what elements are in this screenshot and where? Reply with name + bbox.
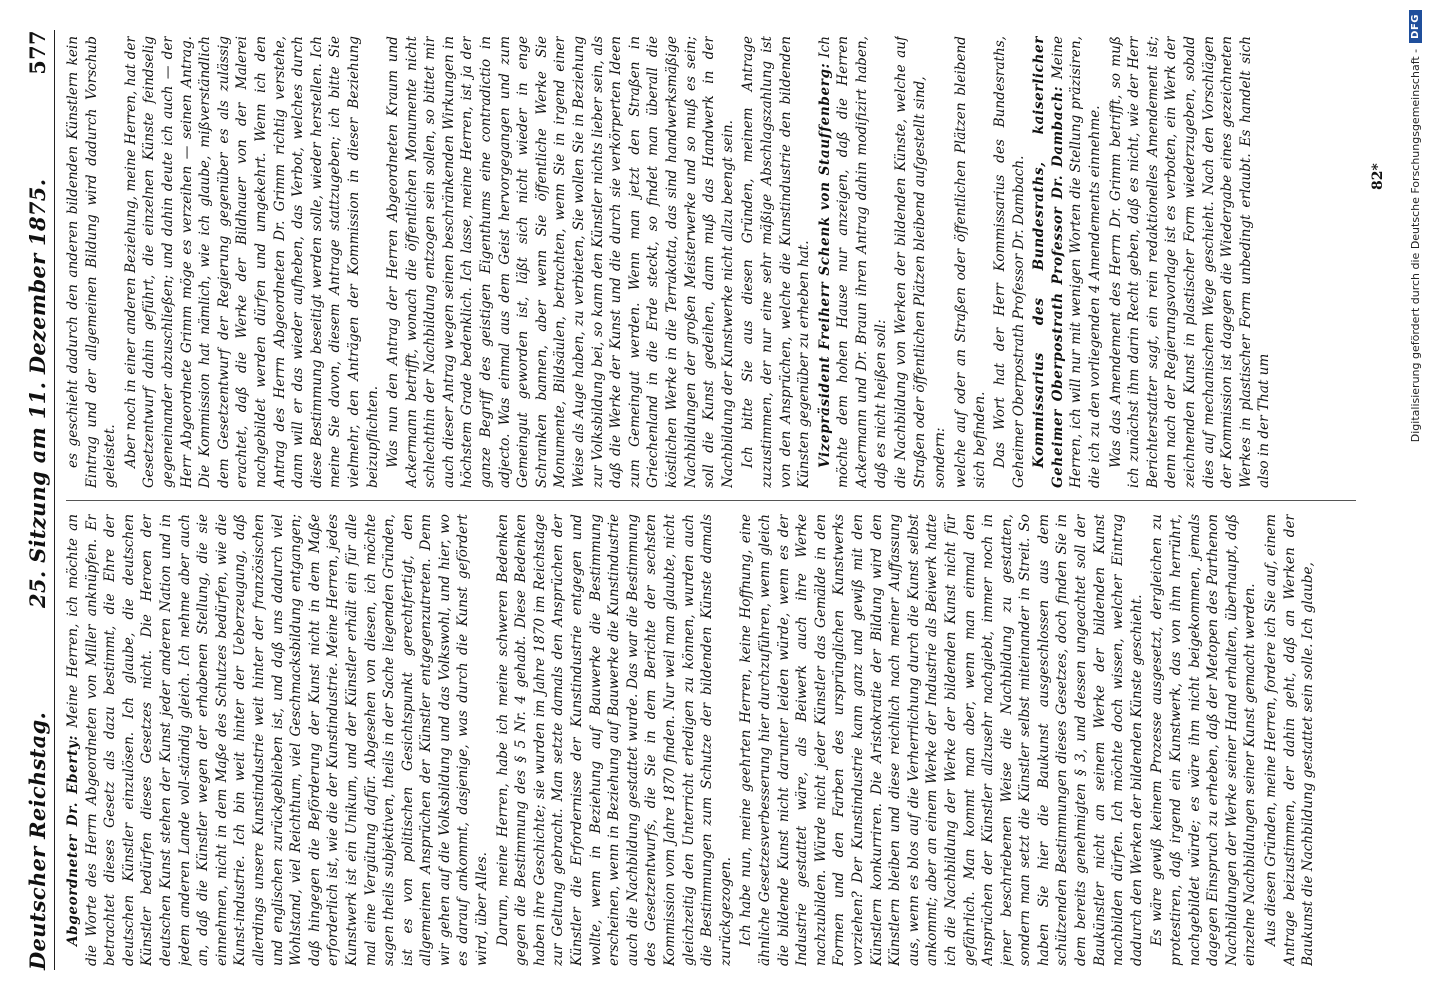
paragraph <box>1148 514 1260 966</box>
paragraph-text: Ich bitte Sie aus diesen Gründen, meinem Antrage zuzustimmen, der nur eine sehr mäßige Abschlagszahlung ist von den Ansprüchen, welche die Kunstindustrie den bildenden Künsten gegenüber zu erheben hat. <box>740 36 813 488</box>
paragraph <box>64 514 492 966</box>
paragraph-text: Was das Amendement des Herrn Dr. Grimm betrifft, so muß ich zunächst ihm darin Recht geben, daß es nicht, wie der Herr Berichterstatter sagt, ein rein redaktionelles Amendement ist; denn nach der Regierungsvorlage ist es verboten, ein Werk der zeichnenden Kunst in plastischer Form wiederzugeben, sobald dies auf mechanischem Wege geschieht. Nach den Vorschlägen der Kommission ist dagegen die Wiedergabe eines gezeichneten Werkes in plastischer Form unbedingt erlaubt. Es handelt sich also in der That um <box>1107 36 1273 488</box>
paragraph-text: sondern: <box>932 427 949 488</box>
page-number: 577 <box>24 30 50 75</box>
speaker-name: Abgeordneter Dr. Eberty: <box>65 734 81 946</box>
paragraph-text: Ich habe nun, meine geehrten Herren, keine Hoffnung, eine ähnliche Gesetzesverbesserung hier durchzuführen, wenn gleich die bildende Kunst nicht darunter leiden würde, wenn es der Industrie gestattet wäre, als Beiwerk auch ihre Werke nachzubilden. Würde nicht jeder Künstler das Gemälde in den Formen und den Farben des ursprünglichen Kunstwerks vorziehen? Der Kunstindustrie kann ganz und gewiß mit den Künstlern konkurriren. Die Aristokratie der Bildung wird den Künstlern bleiben und diese reichlich nach meiner Auffassung aus, wenn es blos auf die Verherrlichung durch die Kunst selbst ankommt; aber an einem Werke der Industrie als Beiwerk hatte ich die Nachbildung der Werke der bildenden Kunst nicht für gefährlich. Man kommt man aber, wenn man einmal den Ansprüchen der Künstler allzusehr nachgiebt, immer noch in jener beschriebenen Weise die Nachbildung zu gestatten, sondern man setzt die Künstler selbst miteinander in Streit. So haben Sie hier die Baukunst ausgeschlossen aus dem schützenden Bestimmungen dieses Gesetzes, doch finden Sie in dem bereits genehmigten § 3, und dessen ungeachtet soll der Baukünstler nicht an seinem Werke der bildenden Kunst nachbilden dürfen. Ich möchte doch wissen, welcher Eintrag dadurch den Werken der bildenden Künste geschieht. <box>738 514 1145 966</box>
left-column <box>64 514 1364 966</box>
paragraph <box>1262 514 1318 966</box>
paragraph <box>64 36 120 488</box>
paragraph <box>122 36 382 488</box>
paragraph <box>384 36 737 488</box>
paragraph-text: Aber noch in einer anderen Beziehung, meine Herren, hat der Gesetzentwurf dahin geführt, die einzelnen Künste feindselig gegeneinander abzuschließen; und dahin deute ich auch — der Herr Abgeordnete Grimm möge es verzeihen — seinen Antrag. Die Kommission hat nämlich, wie ich glaube, mißverständlich dem Gesetzentwurf der Regierung gegenüber es als zulässig erachtet, daß die Werke der Bildhauer von der Malerei nachgebildet werden dürfen und umgekehrt. Wenn ich den Antrag des Herrn Abgeordneten Dr. Grimm richtig verstehe, dann will er das wieder aufheben, das Verbot, welches durch diese Bestimmung beseitigt werden solle, wieder herstellen. Ich meine Sie davon, diesem Antrage stattzugeben; ich bitte Sie vielmehr, den Anträgen der Kommission in dieser Beziehung beizupflichten. <box>122 36 381 488</box>
paragraph-text: Darum, meine Herren, habe ich meine schweren Bedenken gegen die Bestimmung des § 5 Nr. 4 gehabt. Diese Bedenken haben ihre Geschichte; sie wurden im Jahre 1870 im Reichstage zur Geltung gebracht. Man setzte damals den Ansprüchen der Künstler die Erfordernisse der Kunstindustrie entgegen und wollte, wenn in Beziehung auf Bauwerke die Bestimmung erscheinen, wenn in Beziehung auf Bauwerke die Kunstindustrie auch die Nachbildung gestattet wurde. Das war die Bestimmung des Gesetzentwurfs, die Sie in dem Berichte der sechsten Kommission vom Jahre 1870 finden. Nur weil man glaubte, nicht gleichzeitig den Unterricht erledigen zu können, wurden auch die Bestimmungen zum Schutze der bildenden Künste damals zurückgezogen. <box>494 514 734 966</box>
paragraph-text: Ich möchte dem hohen Hause nur anzeigen, daß die Herren Ackermann und Dr. Braun ihren Antrag dahin modifizirt haben, daß es nicht heißen soll: <box>816 36 889 488</box>
journal-title: Deutscher Reichstag. <box>24 711 50 970</box>
paragraph-text: Meine Herren, ich will nur mit wenigen Worten die Stellung präzisiren, die ich zu den vorliegenden 4 Amendements einnehme. <box>1049 36 1104 488</box>
paragraph <box>737 514 1146 966</box>
paragraph-text: Aus diesen Gründen, meine Herren, fordere ich Sie auf, einem Antrage beizustimmen, der dahin geht, daß an Werken der Baukunst die Nachbildung gestattet sein solle. Ich glaube, <box>1263 514 1317 966</box>
paragraph-text: es geschieht dadurch den anderen bildenden Künstlern kein Eintrag und der allgemeinen Bildung wird dadurch Vorschub geleistet. <box>65 36 119 488</box>
paragraph <box>1030 36 1104 488</box>
digitization-credit <box>1405 10 1425 990</box>
paragraph-text: Das Wort hat der Herr Kommissarius des Bundesraths, Geheimer Oberpostrath Professor Dr. Dambach. <box>992 36 1027 488</box>
session-line: 25. Sitzung am 11. Dezember 1875. <box>24 178 50 608</box>
paragraph-text: die Nachbildung von Werken der bildenden Künste, welche auf Straßen oder öffentlichen Plätzen bleibend aufgestellt sind, <box>893 36 928 488</box>
paragraph-text: Es wäre gewiß keinem Prozesse ausgesetzt, dergleichen zu protestiren, daß irgend ein Kunstwerk, das von ihm herrührt, nachgebildet würde; es wäre ihm nicht beigekommen, jemals dagegen Einspruch zu erheben, daß der Metopen des Parthenon Nachbildungen der Werke seiner Hand erhalten, überhaupt, daß einzelne Nachbildungen seiner Kunst gemacht werden. <box>1149 514 1259 966</box>
paragraph <box>931 36 950 488</box>
paragraph <box>816 36 890 488</box>
running-head <box>20 30 55 970</box>
paragraph <box>739 36 813 488</box>
speaker-name: Kommissarius des Bundesraths, kaiserlicher Geheimer Oberpostrath Professor Dr. Dambach: <box>1031 36 1066 488</box>
paragraph <box>991 36 1028 488</box>
paragraph <box>1107 36 1274 488</box>
paragraph <box>494 514 736 966</box>
paragraph-text: welche auf oder an Straßen oder öffentlichen Plätzen bleibend sich befinden. <box>952 36 988 488</box>
speaker-name: Vizepräsident Freiherr Schenk von Stauffenberg: <box>816 62 833 468</box>
column-divider <box>66 500 1356 501</box>
paragraph <box>892 36 929 488</box>
right-column <box>64 36 1364 488</box>
signature-mark: 82* <box>1370 163 1386 190</box>
credit-text: Digitalisierung gefördert durch die Deutsche Forschungsgemeinschaft - <box>1408 48 1422 443</box>
text-columns <box>64 36 1364 966</box>
paragraph <box>952 36 989 488</box>
paragraph-text: Meine Herren, ich möchte an die Worte des Herrn Abgeordneten von Miller anknüpfen. Er betrachtet dieses Gesetz als dazu bestimmt, die Ehre der deutschen Künstler einzulösen. Ich glaube, die deutschen Künstler bedürfen dieses Gesetzes nicht. Die Heroen der deutschen Kunst stehen der Kunst jeder anderen Nation und in jedem anderen Lande voll-ständig gleich. Ich nehme aber auch an, daß die Künstler wegen der erhabenen Stellung, die sie einnehmen, nicht in dem Maße des Schutzes bedürfen, wie die Kunst-industrie. Ich bin weit hinter der Ueberzeugung, daß allerdings unsere Kunstindustrie weit hinter der französischen und englischen zurückgeblieben ist, und daß uns dadurch viel Wohlstand, viel Reichthum, viel Geschmacksbildung entgangen; daß hingegen die Beförderung der Kunst nicht in dem Maße erforderlich ist, wie die der Kunstindustrie. Meine Herren, jedes Kunstwerk ist ein Unikum, und der Künstler erhält ein für alle mal eine Vergütung dafür. Abgesehen von diesen, ich möchte sagen theils subjektiven, theils in der Sache liegenden Gründen, ist es von politischen Gesichtspunkt gerechtfertigt, den allgemeinen Ansprüchen der Künstler entgegenzutreten. Denn wir gehen auf die Volksbildung und das Volkswohl, und hier, wo es darauf ankommt, dasjenige, was durch die Kunst gefördert wird, über Alles. <box>65 514 491 966</box>
paragraph-text: Was nun den Antrag der Herren Abgeordneten Kraum und Ackermann betrifft, wonach die öffentlichen Monumente nicht schlechthin der Nachbildung entzogen sein sollen, so bittet mir auch dieser Antrag wegen seinen beschränkenden Wirkungen in höchstem Grade bedenklich. Ich lasse, meine Herren, ist ja der ganze Begriff des geistigen Eigenthums eine contradictio in adjecto. Was einmal aus dem Geist hervorgegangen und zum Gemeingut geworden ist, läßt sich nicht wieder in enge Schranken bannen, aber wenn Sie öffentliche Werke Sie Monumente, Bildsäulen, betrachten, wenn Sie in irgend einer Weise als Auge haben, zu verbieten, Sie wollen Sie in Beziehung zur Volksbildung bei, so kann den Künstler nichts lieber sein, als daß die Werke der Kunst und die durch sie verkörperten Ideen zum Gemeingut werden. Wenn man jetzt den Straßen in Griechenland in die Erde steckt, so findet man überall die köstlichen Werke in die Terrakotta, das sind handwerksmäßige Nachbildungen der großen Meisterwerke und so muß es sein; soll die Kunst gedeihen, dann muß das Handwerk in der Nachbildung der Kunstwerke nicht allzu beengt sein. <box>385 36 736 488</box>
dfg-logo: DFG <box>1409 10 1422 43</box>
